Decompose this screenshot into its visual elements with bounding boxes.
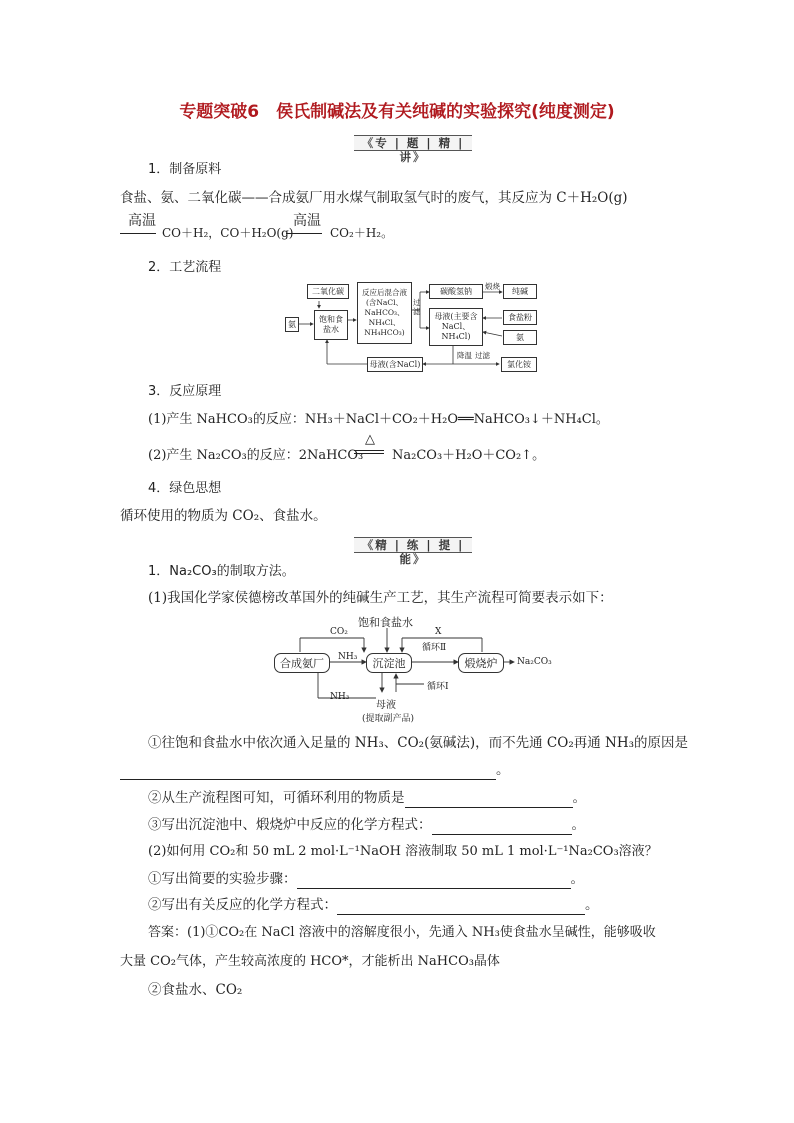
answer-prompt-4 — [148, 869, 584, 889]
answer-prompt-3 — [148, 815, 585, 835]
byproduct-label: (提取副产品) — [362, 714, 415, 724]
reaction-2-condition — [354, 432, 386, 456]
reaction-2-right: Na₂CO₃＋H₂O＋CO₂↑。 — [392, 448, 546, 463]
reaction-arrow — [120, 233, 156, 234]
section-banner-practice: 《精 | 练 | 提 | 能》 — [354, 537, 472, 553]
calcine-label: 煅烧 — [485, 282, 500, 291]
period: 。 — [571, 817, 585, 833]
x-label: X — [435, 627, 442, 637]
ammonia-box: 氨 — [285, 317, 299, 332]
equation-part: CO＋H₂，CO＋H₂O(g) — [162, 226, 294, 240]
mixture-box: 反应后混合液(含NaCl、NaHCO₃、NH₄Cl、NH₄HCO₃) — [357, 282, 412, 344]
process-flow-diagram — [283, 280, 541, 375]
period: 。 — [585, 897, 599, 913]
question-1-1: (1)我国化学家侯德榜改革国外的纯碱生产工艺，其生产流程可简要表示如下： — [148, 590, 613, 606]
section-heading-principle: 3．反应原理 — [148, 384, 222, 399]
mother-liquor-label: 母液 — [376, 700, 396, 711]
banner-text: 精 | 练 | 提 | 能 — [375, 538, 465, 566]
reaction-1: (1)产生 NaHCO₃的反应：NH₃＋NaCl＋CO₂＋H₂O══NaHCO₃↓＋NH₄Cl。 — [148, 412, 609, 427]
prompt-text: ①写出简要的实验步骤： — [148, 871, 297, 887]
salt-powder-box: 食盐粉 — [503, 310, 537, 325]
cool-label: 降温 — [457, 351, 472, 360]
answer-text-1: 答案：(1)①CO₂在 NaCl 溶液中的溶解度很小，先通入 NH₃使食盐水呈碱性，能够吸收 — [148, 925, 656, 940]
answer-line-1 — [120, 760, 510, 780]
brine-box: 饱和食盐水 — [314, 310, 348, 340]
condition-high-temp: 高温 — [128, 213, 156, 229]
mother-liquor-nacl-box: 母液(含NaCl) — [367, 357, 423, 372]
question-1: 1．Na₂CO₃的制取方法。 — [148, 564, 295, 579]
nh3-label-2: NH₃ — [330, 692, 350, 702]
answer-prompt-2 — [148, 788, 586, 808]
prompt-text: ②从生产流程图可知，可循环利用的物质是 — [148, 790, 405, 806]
answer-prompt-1: ①往饱和食盐水中依次通入足量的 NH₃、CO₂(氨碱法)，而不先通 CO₂再通 NH₃的原因是 — [148, 735, 689, 751]
condition-high-temp: 高温 — [293, 213, 321, 229]
equals-line — [354, 453, 384, 454]
equation-part: CO₂＋H₂。 — [330, 226, 394, 240]
period: 。 — [570, 871, 584, 887]
mother-liquor-box: 母液(主要含NaCl、NH₄Cl) — [429, 308, 483, 346]
nahco3-box: 碳酸氢钠 — [429, 284, 483, 299]
reaction-2-left: (2)产生 Na₂CO₃的反应：2NaHCO₃ — [148, 448, 364, 463]
period: 。 — [496, 762, 510, 778]
brine-label: 饱和食盐水 — [358, 616, 413, 629]
section-heading-green: 4．绿色思想 — [148, 481, 222, 496]
answer-text-2: 大量 CO₂气体，产生较高浓度的 HCO*，才能析出 NaHCO₃晶体 — [120, 954, 500, 969]
co2-box: 二氧化碳 — [307, 284, 349, 299]
answer-prompt-5 — [148, 895, 599, 915]
cycle-1-label: 循环Ⅰ — [427, 682, 449, 692]
hou-process-diagram — [272, 612, 562, 724]
section-heading-process: 2．工艺流程 — [148, 260, 222, 275]
equals-line — [354, 450, 384, 451]
co2-label: CO₂ — [330, 627, 348, 637]
section-heading-materials: 1．制备原料 — [148, 162, 222, 177]
answer-blank[interactable] — [297, 874, 571, 889]
answer-text-3: ②食盐水、CO₂ — [148, 982, 243, 998]
nh4cl-box: 氯化铵 — [501, 357, 537, 372]
heat-symbol: △ — [365, 432, 375, 447]
reaction-arrow — [286, 233, 322, 234]
answer-blank[interactable] — [120, 765, 496, 780]
answer-blank[interactable] — [432, 820, 572, 835]
calciner-box: 煅烧炉 — [458, 653, 504, 673]
answer-blank[interactable] — [405, 793, 573, 808]
banner-text: 专 | 题 | 精 | 讲 — [375, 136, 465, 164]
period: 。 — [572, 790, 586, 806]
green-text: 循环使用的物质为 CO₂、食盐水。 — [120, 508, 327, 524]
ammonia-plant-box: 合成氨厂 — [274, 653, 330, 673]
filter-label-2: 过滤 — [475, 351, 490, 360]
nh3-label: NH₃ — [338, 652, 358, 662]
settling-tank-box: 沉淀池 — [366, 653, 412, 673]
materials-equation — [120, 215, 520, 241]
filter-label: 过滤 — [413, 298, 421, 316]
prompt-text: ③写出沉淀池中、煅烧炉中反应的化学方程式： — [148, 817, 432, 833]
answer-blank[interactable] — [337, 900, 585, 915]
page-title: 专题突破6 侯氏制碱法及有关纯碱的实验探究(纯度测定) — [179, 102, 615, 122]
cycle-2-label: 循环Ⅱ — [422, 643, 447, 653]
na2co3-label: Na₂CO₃ — [517, 657, 552, 667]
question-1-2: (2)如何用 CO₂和 50 mL 2 mol·L⁻¹NaOH 溶液制取 50 mL 1 mol·L⁻¹Na₂CO₃溶液？ — [148, 844, 658, 859]
soda-box: 纯碱 — [503, 284, 537, 299]
materials-text: 食盐、氨、二氧化碳——合成氨厂用水煤气制取氢气时的废气，其反应为 C＋H₂O(g) — [120, 190, 628, 206]
ammonia-box-2: 氨 — [503, 330, 537, 345]
prompt-text: ②写出有关反应的化学方程式： — [148, 897, 337, 913]
section-banner-lecture: 《专 | 题 | 精 | 讲》 — [354, 135, 472, 151]
